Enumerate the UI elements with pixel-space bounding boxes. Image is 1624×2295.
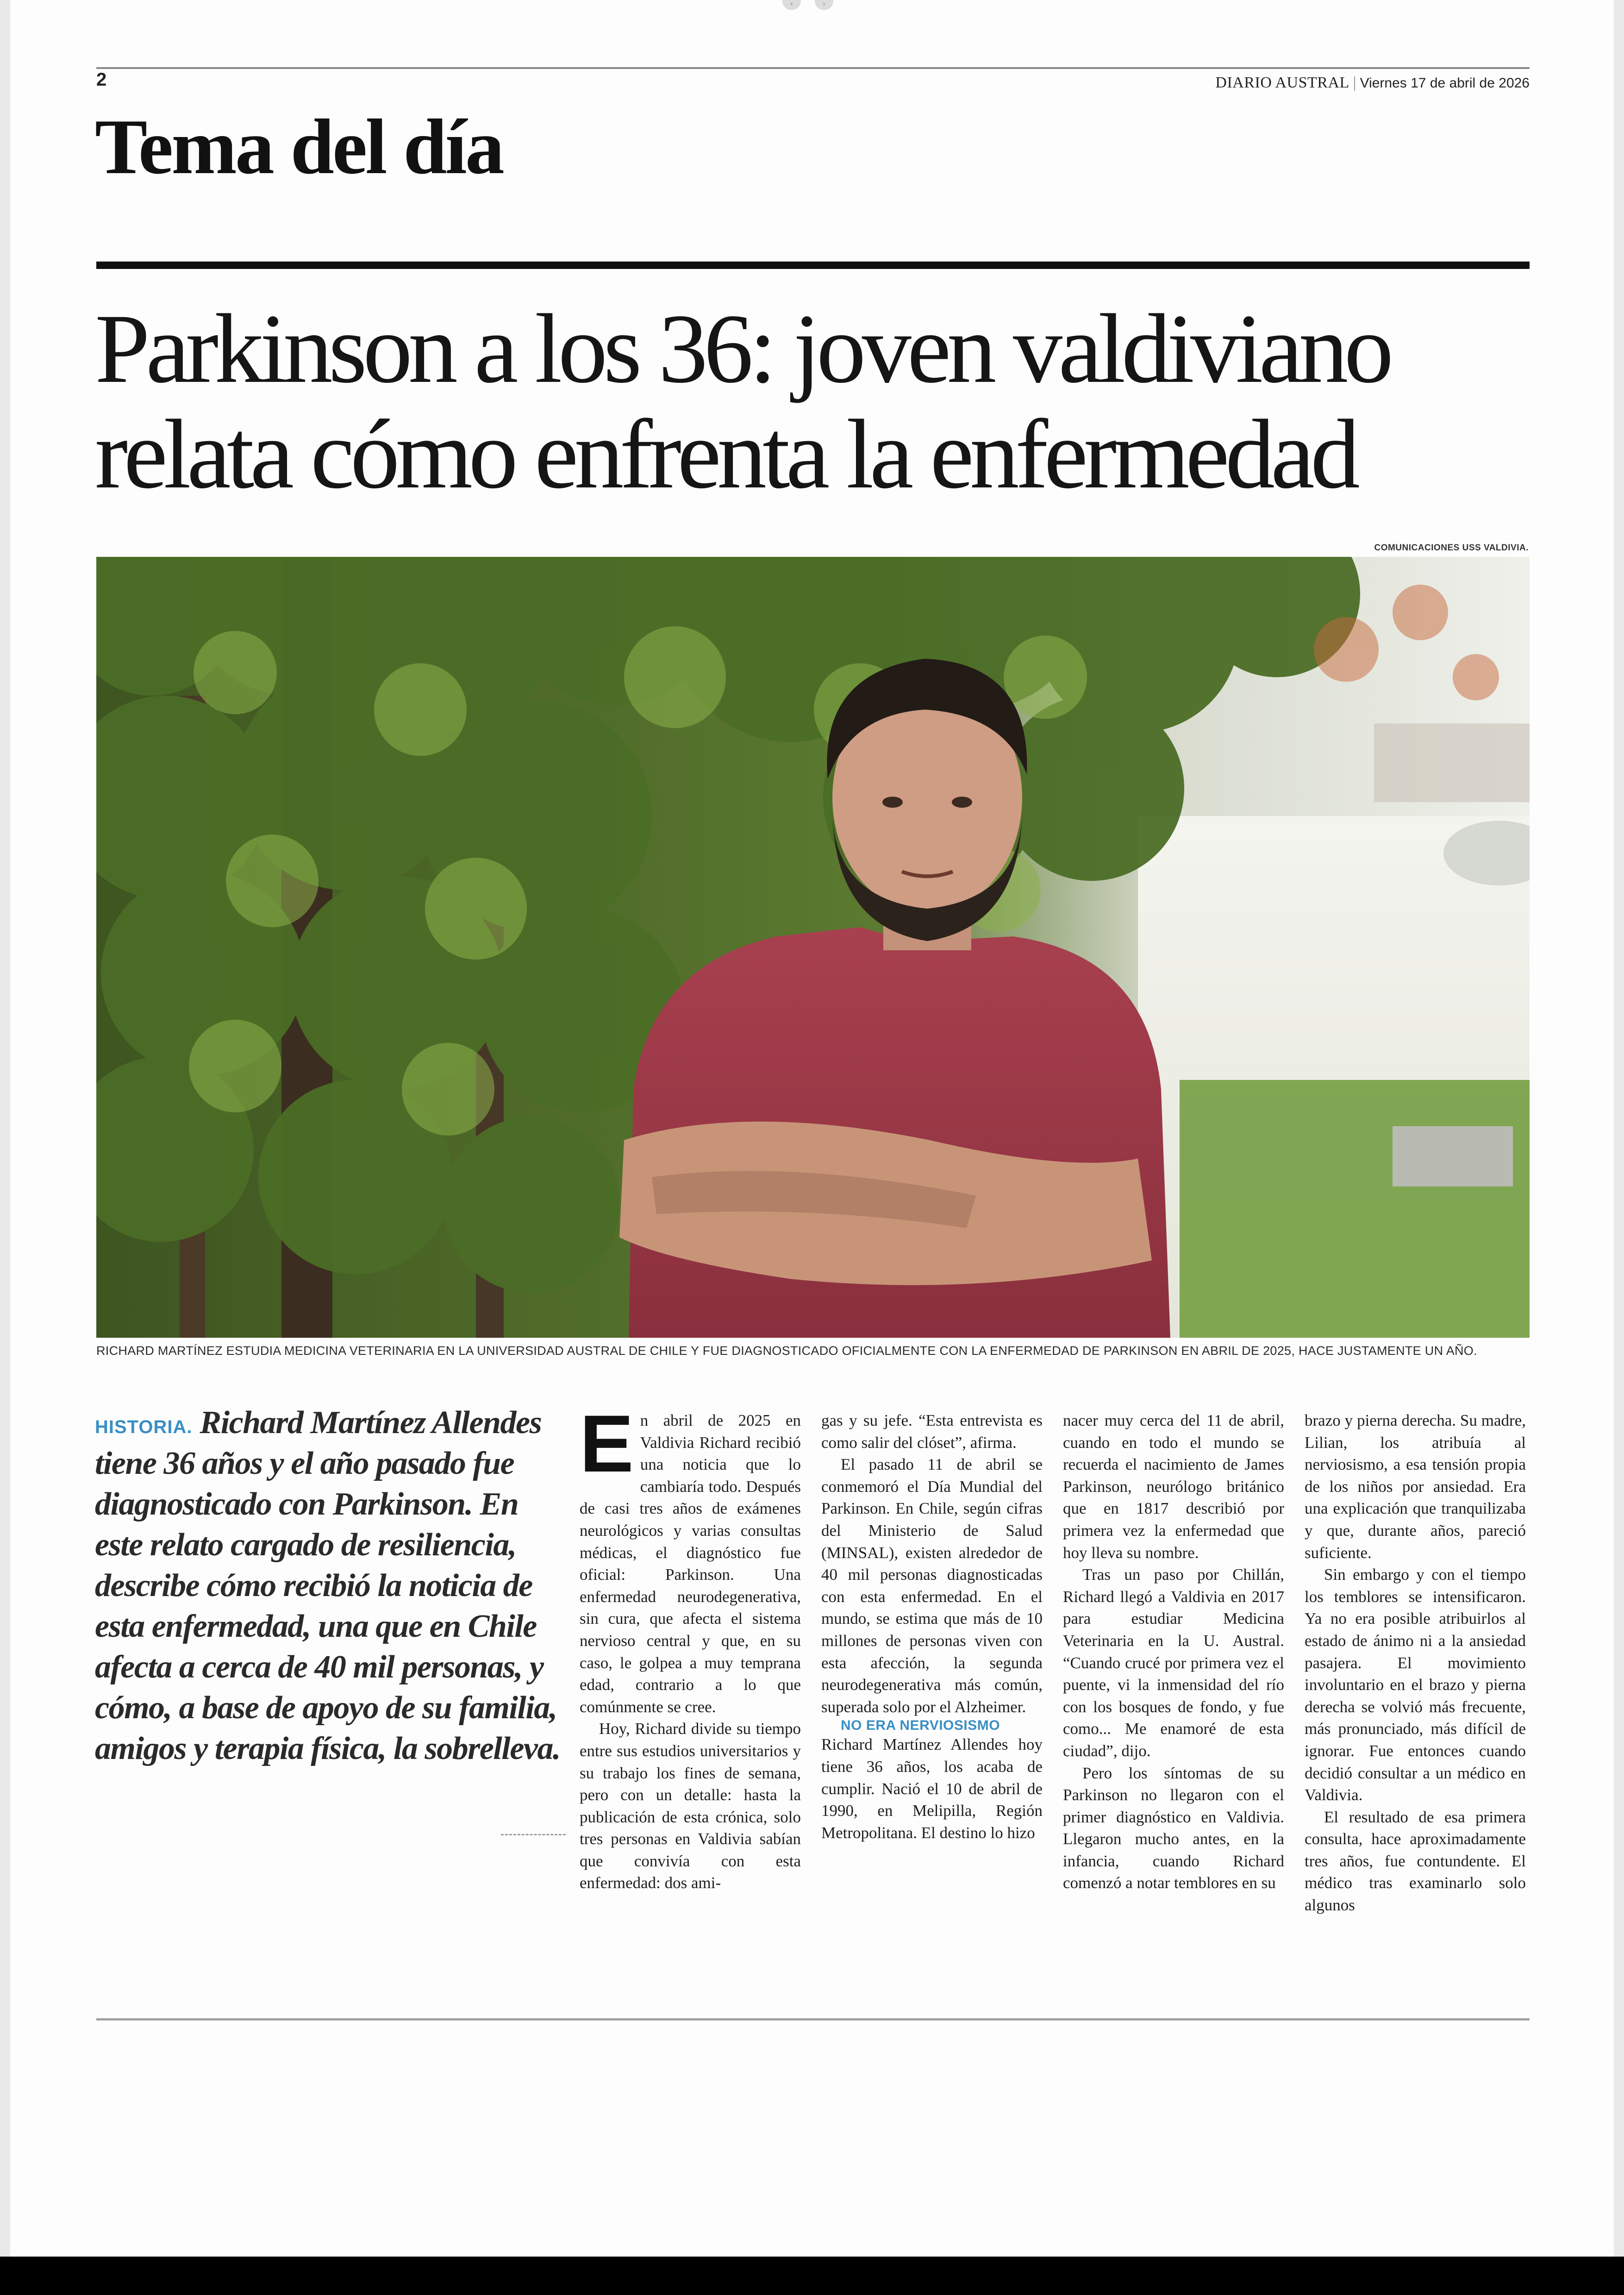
body-column-4 bbox=[1305, 1409, 1526, 1915]
article-headline bbox=[95, 296, 1535, 507]
next-page-button[interactable]: › bbox=[815, 0, 833, 10]
body-paragraph: Hoy, Richard divide su tiempo entre sus estudios universitarios y su trabajo los fines de semana, pero con un detalle: hasta la publicación de esta crónica, solo tres personas en Valdivia sabían que convivía con esta enfermedad: dos ami- bbox=[580, 1720, 801, 1892]
article-lead bbox=[95, 1403, 572, 1769]
lead-text: Richard Martínez Allendes tiene 36 años y el año pasado fue diagnosticado con Parkinson. En este relato cargado de resiliencia, describe cómo recibió la noticia de esta enfermedad, una que en Chile afecta a cerca de 40 mil personas, y cómo, a base de apoyo de su familia, amigos y terapia física, la sobrelleva. bbox=[95, 1405, 560, 1766]
body-paragraph: gas y su jefe. “Esta entrevista es como salir del clóset”, afirma. bbox=[821, 1411, 1043, 1452]
lead-dotted-line bbox=[501, 1834, 566, 1835]
body-paragraph: Richard Martínez Allendes hoy tiene 36 años, los acaba de cumplir. Nació el 10 de abril de 1990, en Melipilla, Región Metropolitana. El destino lo hizo bbox=[821, 1735, 1043, 1842]
body-paragraph: El resultado de esa primera consulta, hace aproximadamente tres años, fue contundente. El médico tras examinarlo solo algunos bbox=[1305, 1808, 1526, 1915]
bottom-rule bbox=[96, 2018, 1530, 2021]
body-column-2 bbox=[821, 1409, 1043, 1909]
body-paragraph: Pero los síntomas de su Parkinson no llegaron con el primer diagnóstico en Valdivia. Llegaron mucho antes, en la infancia, cuando Richard comenzó a notar temblores en su bbox=[1063, 1764, 1284, 1892]
photo-caption: RICHARD MARTÍNEZ ESTUDIA MEDICINA VETERINARIA EN LA UNIVERSIDAD AUSTRAL DE CHILE Y FUE DIAGNOSTICADO OFICIALMENTE CON LA ENFERMEDAD DE PARKINSON EN ABRIL DE 2025, HACE JUSTAMENTE UN AÑO. bbox=[96, 1344, 1477, 1358]
body-paragraph: Sin embargo y con el tiempo los temblores se intensificaron. Ya no era posible atribuirlos al estado de ánimo ni a la ansiedad pasajera. El movimiento involuntario en el brazo y pierna derecha se volvió más frecuente, más pronunciado, más difícil de ignorar. Fue entonces cuando decidió consultar a un médico en Valdivia. bbox=[1305, 1565, 1526, 1804]
photo-credit: COMUNICACIONES USS VALDIVIA. bbox=[1374, 543, 1529, 553]
previous-page-button[interactable]: ‹ bbox=[782, 0, 801, 10]
article-body bbox=[580, 1399, 1531, 1915]
body-paragraph: brazo y pierna derecha. Su madre, Lilian, los atribuía al nerviosismo, a esa tensión propia de los niños por ansiedad. Era una explicación que tranquilizaba y que, durante años, pareció suficiente. bbox=[1305, 1411, 1526, 1562]
viewer-right-margin bbox=[1614, 0, 1624, 2295]
body-column-3 bbox=[1063, 1409, 1284, 1909]
lead-kicker: HISTORIA. bbox=[95, 1417, 193, 1437]
viewer-page-controls bbox=[782, 0, 833, 10]
viewer-left-margin bbox=[0, 0, 10, 2295]
body-paragraph: nacer muy cerca del 11 de abril, cuando en todo el mundo se recuerda el nacimiento de James Parkinson, neurólogo británico que en 1817 describió por primera vez la enfermedad que hoy lleva su nombre. bbox=[1063, 1411, 1284, 1562]
body-paragraph: Tras un paso por Chillán, Richard llegó a Valdivia en 2017 para estudiar Medicina Veterinaria en la U. Austral. “Cuando crucé por primera vez el puente, vi la inmensidad del río con los bosques de fondo, y fue como... Me enamoré de esta ciudad”, dijo. bbox=[1063, 1565, 1284, 1760]
issue-date: Viernes 17 de abril de 2026 bbox=[1360, 75, 1530, 91]
photo-illustration bbox=[96, 557, 1530, 1338]
masthead bbox=[1215, 74, 1530, 92]
paper-name: DIARIO AUSTRAL bbox=[1215, 74, 1349, 91]
body-column-1 bbox=[580, 1399, 801, 1909]
section-rule bbox=[96, 262, 1530, 269]
headline-line-1: Parkinson a los 36: joven valdiviano bbox=[95, 294, 1390, 404]
article-photo bbox=[96, 557, 1530, 1338]
body-paragraph: En abril de 2025 en Valdivia Richard recibió una noticia que lo cambiaría todo. Después de casi tres años de exámenes neurológicos y varias consultas médicas, el diagnóstico fue oficial: Parkinson. Una enfermedad neurodegenerativa, sin cura, que afecta el sistema nervioso central y que, en su caso, le golpea a muy temprana edad, contrario a lo que comúnmente se cree. bbox=[580, 1399, 801, 1716]
drop-cap: E bbox=[580, 1399, 634, 1489]
body-subheading: NO ERA NERVIOSISMO bbox=[841, 1718, 1000, 1734]
page-number: 2 bbox=[96, 69, 107, 90]
body-paragraph: El pasado 11 de abril se conmemoró el Día Mundial del Parkinson. En Chile, según cifras del Ministerio de Salud (MINSAL), existen alrededor de 40 mil personas diagnosticadas con esta enfermedad. En el mundo, se estima que más de 10 millones de personas viven con esta afección, la segunda neurodegenerativa más común, superada solo por el Alzheimer. bbox=[821, 1455, 1043, 1716]
section-title: Tema del día bbox=[95, 103, 503, 190]
headline-line-2: relata cómo enfrenta la enfermedad bbox=[95, 399, 1356, 509]
masthead-separator: | bbox=[1353, 74, 1356, 91]
header-rule bbox=[96, 67, 1530, 69]
viewer-bottom-bar bbox=[0, 2257, 1624, 2295]
